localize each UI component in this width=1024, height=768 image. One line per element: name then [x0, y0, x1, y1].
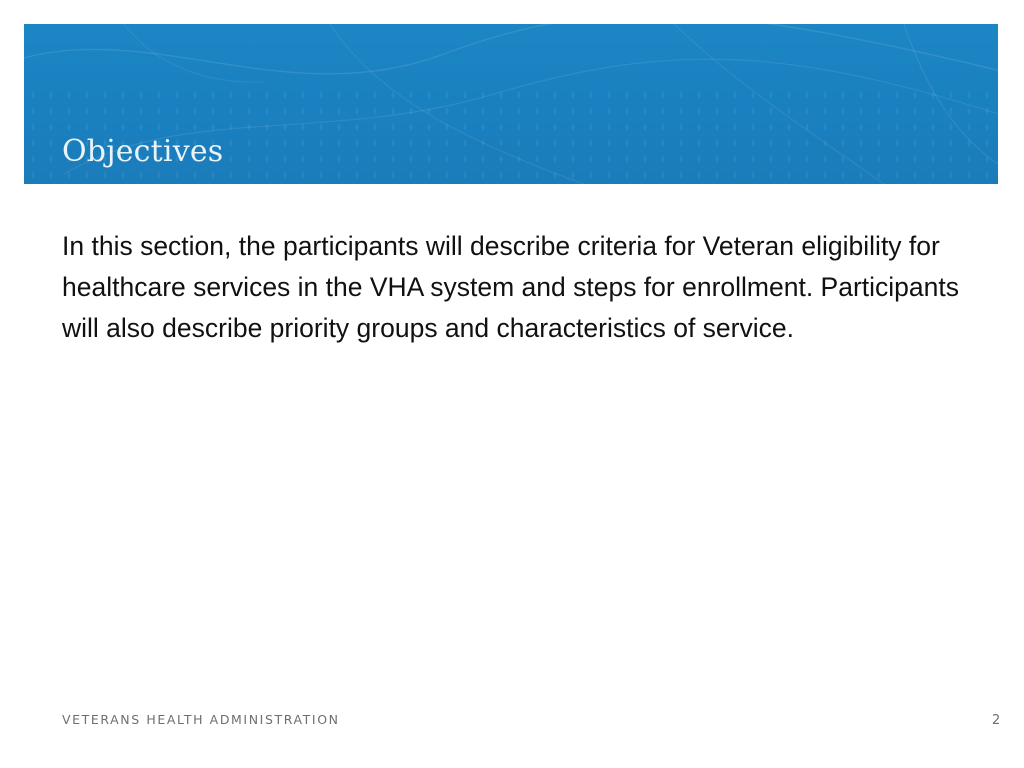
- slide-title: Objectives: [62, 134, 224, 169]
- objectives-text: In this section, the participants will describe criteria for Veteran eligibility for healthcare services in the VHA system and steps for enrollment. Participants will also describe priority groups and characteristics of service.: [62, 231, 960, 343]
- footer-organization: VETERANS HEALTH ADMINISTRATION: [62, 712, 340, 727]
- page-number: 2: [992, 713, 1001, 728]
- title-banner: [24, 24, 998, 184]
